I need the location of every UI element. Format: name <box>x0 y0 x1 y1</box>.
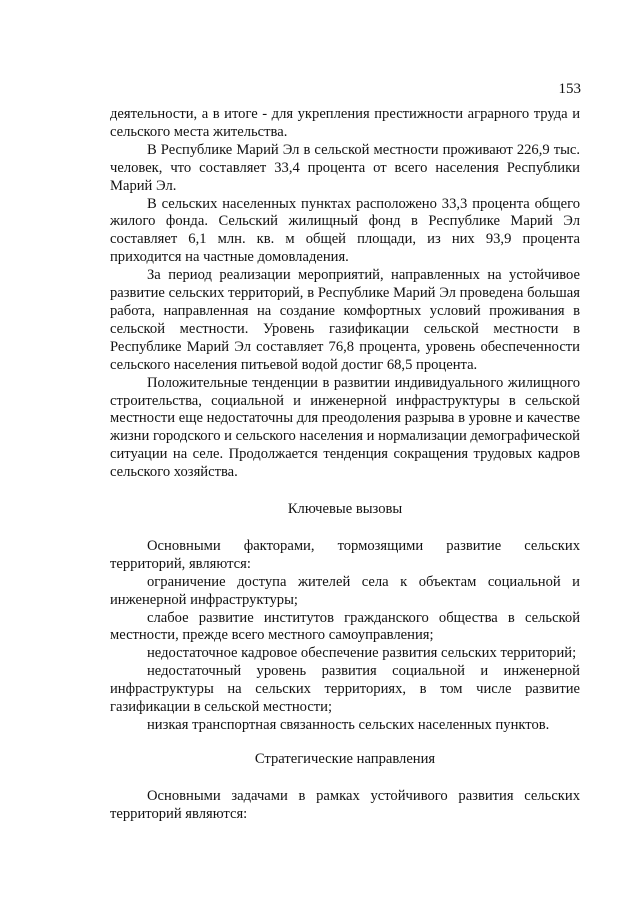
paragraph-main-factors: Основными факторами, тормозящими развитие сельских территорий, являются: <box>110 537 580 572</box>
paragraph-housing-fund: В сельских населенных пунктах расположено 33,3 процента общего жилого фонда. Сельский жилищный фонд в Республике Марий Эл составляет 6,1 млн. кв. м общей площади, из них 93,9 процента приходится на частные домовладения. <box>110 195 580 266</box>
paragraph-rural-population: В Республике Марий Эл в сельской местности проживают 226,9 тыс. человек, что составляет 33,4 процента от всего населения Республики Марий Эл. <box>110 141 580 194</box>
list-item-civil-society: слабое развитие институтов гражданского общества в сельской местности, прежде всего местного самоуправления; <box>110 609 580 644</box>
section-heading-key-challenges: Ключевые вызовы <box>287 501 403 518</box>
list-item-staffing: недостаточное кадровое обеспечение развития сельских территорий; <box>147 645 577 662</box>
list-item-transport: низкая транспортная связанность сельских населенных пунктов. <box>147 717 550 733</box>
list-item-infrastructure: недостаточный уровень развития социальной и инженерной инфраструктуры на сельских территориях, в том числе развитие газификации в сельской местности; <box>110 663 580 716</box>
page-body <box>110 106 580 824</box>
paragraph-continuation: деятельности, а в итоге - для укрепления престижности аграрного труда и сельского места жительства. <box>110 106 580 140</box>
paragraph-implementation-results: За период реализации мероприятий, направленных на устойчивое развитие сельских территорий, в Республике Марий Эл проведена большая работа, направленная на создание комфортных условий проживания в сельской местности. Уровень газификации сельской местности в Республике Марий Эл составляет 76,8 процента, уровень обеспеченности сельского населения питьевой водой достиг 68,5 процента. <box>110 267 580 373</box>
paragraph-main-tasks: Основными задачами в рамках устойчивого развития сельских территорий являются: <box>110 787 580 822</box>
list-item-access-limitation: ограничение доступа жителей села к объектам социальной и инженерной инфраструктуры; <box>110 573 580 608</box>
section-heading-strategic-directions: Стратегические направления <box>254 750 436 767</box>
page-number: 153 <box>558 81 581 97</box>
paragraph-positive-trends: Положительные тенденции в развитии индивидуального жилищного строительства, социальной и инженерной инфраструктуры в сельской местности еще недостаточны для преодоления разрыва в уровне и качестве жизни городского и сельского населения и нормализации демографической ситуации на селе. Продолжается тенденция сокращения трудовых кадров сельского хозяйства. <box>110 374 580 481</box>
